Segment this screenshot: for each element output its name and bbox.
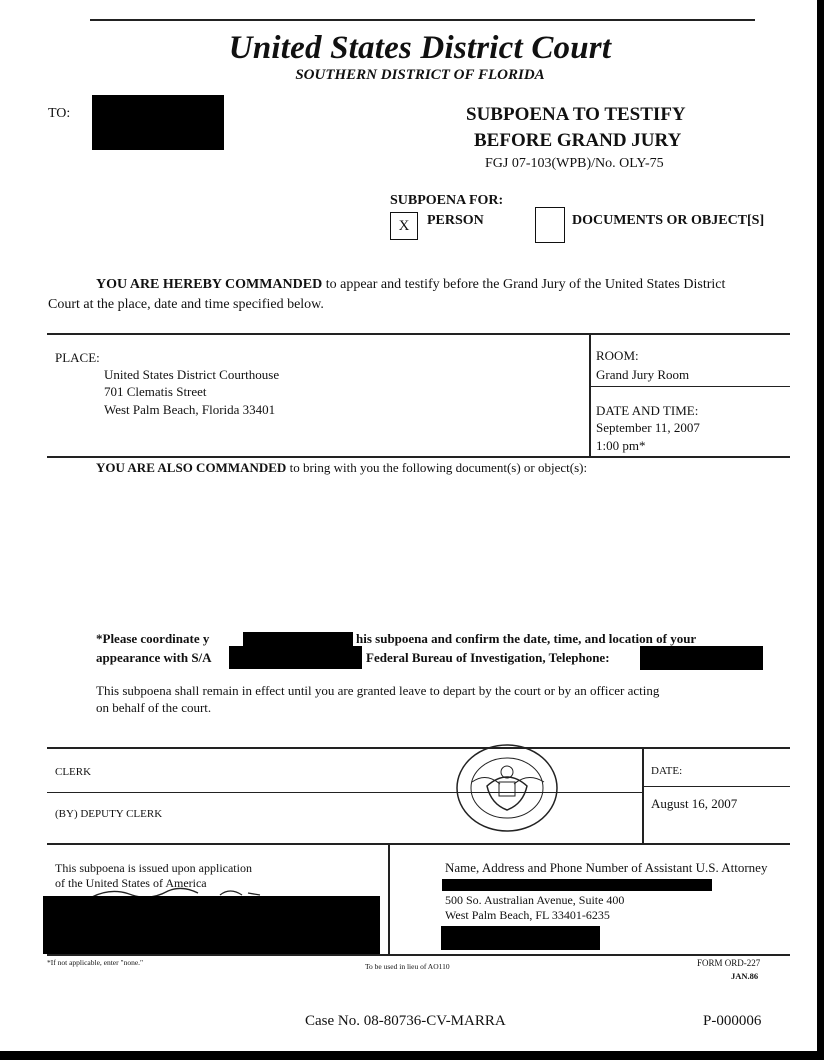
command-rest: to appear and testify before the Grand Jury of the United States District bbox=[322, 277, 726, 292]
effect-line1: This subpoena shall remain in effect until you are granted leave to depart by the court or by an officer acting bbox=[96, 683, 660, 698]
person-checkbox[interactable] bbox=[390, 212, 418, 240]
issued-line2: of the United States of America bbox=[55, 876, 207, 890]
subpoena-for-label: SUBPOENA FOR: bbox=[390, 193, 504, 208]
redacted-attorney-phone bbox=[441, 926, 600, 950]
top-rule bbox=[90, 19, 755, 21]
subpoena-number: FGJ 07-103(WPB)/No. OLY-75 bbox=[485, 156, 664, 171]
command-line1 bbox=[96, 277, 725, 293]
date-rule bbox=[642, 786, 790, 787]
court-seal bbox=[452, 742, 562, 834]
footer-note: *If not applicable, enter "none." bbox=[47, 958, 144, 967]
signature-top-rule bbox=[47, 747, 790, 749]
attorney-heading: Name, Address and Phone Number of Assistant U.S. Attorney bbox=[445, 860, 768, 875]
clerk-label: CLERK bbox=[55, 766, 92, 778]
subpoena-title-line1: SUBPOENA TO TESTIFY bbox=[466, 104, 686, 125]
date-value: August 16, 2007 bbox=[651, 796, 738, 811]
redacted-telephone bbox=[640, 646, 763, 670]
redacted-recipient bbox=[92, 95, 224, 150]
person-label: PERSON bbox=[427, 213, 484, 228]
redacted-signature bbox=[43, 896, 380, 954]
redacted-attorney-name bbox=[442, 879, 712, 891]
place-top-rule bbox=[47, 333, 790, 335]
command-line2: Court at the place, date and time specified below. bbox=[48, 297, 324, 312]
form-date: JAN.86 bbox=[731, 971, 759, 981]
court-title: United States District Court bbox=[228, 30, 612, 66]
attorney-addr1: 500 So. Australian Avenue, Suite 400 bbox=[445, 893, 625, 907]
form-number: FORM ORD-227 bbox=[697, 958, 761, 968]
room-value: Grand Jury Room bbox=[596, 367, 690, 382]
attorney-addr2: West Palm Beach, FL 33401-6235 bbox=[445, 908, 610, 922]
footer-lieu: To be used in lieu of AO110 bbox=[365, 962, 450, 971]
person-check-mark: X bbox=[398, 218, 410, 234]
issued-divider bbox=[388, 844, 390, 954]
datetime-label: DATE AND TIME: bbox=[596, 403, 699, 418]
documents-label: DOCUMENTS OR OBJECT[S] bbox=[572, 213, 765, 228]
place-bottom-rule bbox=[47, 456, 790, 458]
datetime-date: September 11, 2007 bbox=[596, 420, 700, 435]
bates-number: P-000006 bbox=[703, 1013, 762, 1029]
place-label: PLACE: bbox=[55, 350, 100, 365]
datetime-time: 1:00 pm* bbox=[596, 438, 646, 453]
effect-line2: on behalf of the court. bbox=[96, 700, 212, 715]
place-line2: 701 Clematis Street bbox=[104, 384, 207, 399]
case-number: Case No. 08-80736-CV-MARRA bbox=[305, 1013, 506, 1029]
court-district: SOUTHERN DISTRICT OF FLORIDA bbox=[295, 67, 545, 83]
date-label: DATE: bbox=[651, 765, 683, 777]
deputy-clerk-label: (BY) DEPUTY CLERK bbox=[55, 808, 163, 820]
coordinate-line1a: *Please coordinate y bbox=[96, 631, 210, 646]
also-rest: to bring with you the following document(s) or object(s): bbox=[286, 460, 588, 475]
place-divider bbox=[589, 334, 591, 456]
coordinate-line2b: Federal Bureau of Investigation, Telephone: bbox=[366, 650, 610, 665]
coordinate-line2a: appearance with S/A bbox=[96, 650, 212, 665]
also-commanded bbox=[96, 460, 587, 476]
place-line1: United States District Courthouse bbox=[104, 367, 280, 382]
footer-rule bbox=[47, 954, 790, 956]
coordinate-line1b: his subpoena and confirm the date, time, and location of your bbox=[356, 631, 697, 646]
date-divider bbox=[642, 748, 644, 843]
also-bold: YOU ARE ALSO COMMANDED bbox=[96, 460, 287, 475]
room-divider bbox=[590, 386, 790, 387]
place-line3: West Palm Beach, Florida 33401 bbox=[104, 402, 276, 417]
redacted-agent-name bbox=[229, 646, 362, 669]
documents-checkbox[interactable] bbox=[535, 207, 565, 243]
bottom-page-edge bbox=[0, 1051, 824, 1060]
room-label: ROOM: bbox=[596, 348, 639, 363]
right-page-edge bbox=[817, 0, 824, 1060]
subpoena-title-line2: BEFORE GRAND JURY bbox=[474, 130, 682, 151]
signature-bottom-rule bbox=[47, 843, 790, 845]
command-bold: YOU ARE HEREBY COMMANDED bbox=[96, 277, 323, 292]
issued-line1: This subpoena is issued upon application bbox=[55, 861, 252, 875]
to-label: TO: bbox=[48, 106, 71, 121]
redacted-coordinate-1 bbox=[243, 632, 353, 646]
